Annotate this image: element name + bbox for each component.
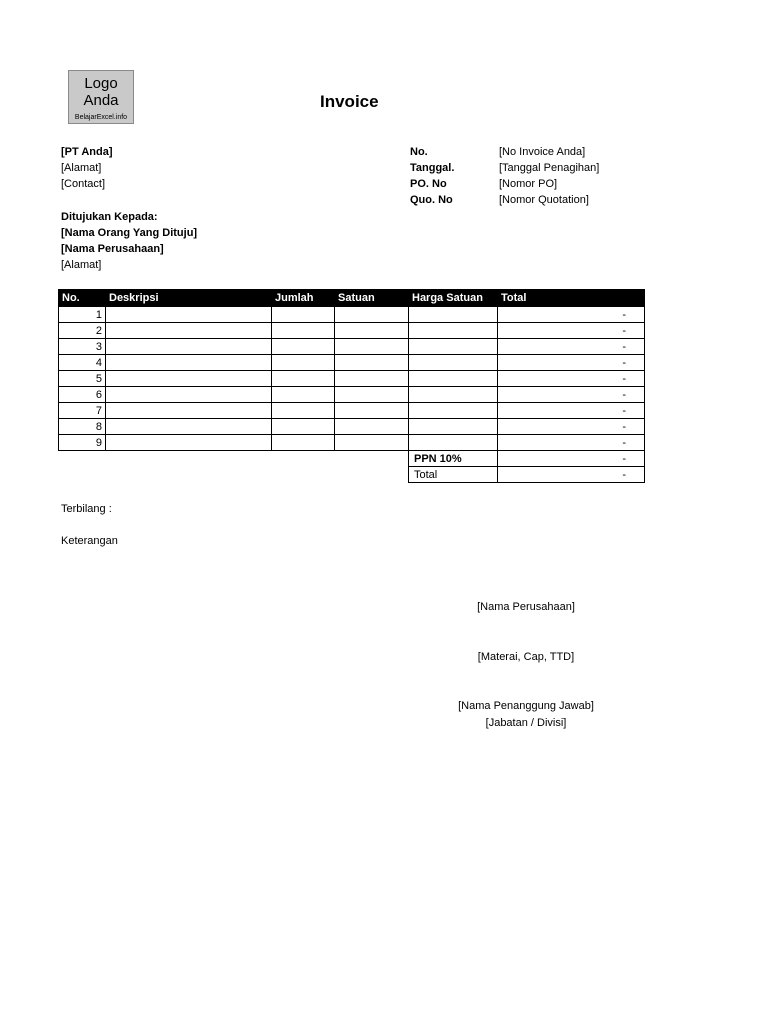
unit-cell[interactable]: [335, 339, 409, 355]
quo-label: Quo. No: [410, 194, 453, 206]
logo-line-2: Anda: [83, 92, 119, 109]
row-total: -: [498, 419, 645, 435]
row-number: 5: [59, 371, 106, 387]
recipient-address: [Alamat]: [61, 259, 102, 271]
row-total: -: [498, 371, 645, 387]
table-row: [59, 323, 645, 339]
total-row: [59, 467, 645, 483]
recipient-heading: Ditujukan Kepada:: [61, 211, 158, 223]
ppn-label: PPN 10%: [409, 451, 498, 467]
invoice-no-value: [No Invoice Anda]: [499, 146, 586, 158]
invoice-title: Invoice: [320, 92, 379, 111]
description-cell[interactable]: [106, 387, 272, 403]
unit-cell[interactable]: [335, 435, 409, 451]
header-unit: Satuan: [335, 290, 409, 307]
unit-cell[interactable]: [335, 403, 409, 419]
row-total: -: [498, 435, 645, 451]
row-number: 1: [59, 307, 106, 323]
table-row: [59, 419, 645, 435]
unit-cell[interactable]: [335, 371, 409, 387]
quo-value: [Nomor Quotation]: [499, 194, 589, 206]
date-value: [Tanggal Penagihan]: [499, 162, 600, 174]
table-header-row: [59, 290, 645, 307]
row-number: 6: [59, 387, 106, 403]
signature-position: [Jabatan / Divisi]: [485, 717, 567, 729]
unit-price-cell[interactable]: [409, 339, 498, 355]
logo-line-3: BelajarExcel.info: [74, 114, 128, 121]
header-total: Total: [498, 290, 645, 307]
table-row: [59, 339, 645, 355]
table-row: [59, 387, 645, 403]
quantity-cell[interactable]: [272, 387, 335, 403]
signature-stamp: [Materai, Cap, TTD]: [477, 651, 575, 663]
unit-cell[interactable]: [335, 355, 409, 371]
description-cell[interactable]: [106, 307, 272, 323]
invoice-no-label: No.: [410, 146, 428, 158]
recipient-name: [Nama Orang Yang Dituju]: [61, 227, 198, 239]
description-cell[interactable]: [106, 435, 272, 451]
header-description: Deskripsi: [106, 290, 272, 307]
unit-price-cell[interactable]: [409, 307, 498, 323]
description-cell[interactable]: [106, 403, 272, 419]
terbilang-label: Terbilang :: [61, 503, 112, 515]
table-row: [59, 355, 645, 371]
unit-price-cell[interactable]: [409, 323, 498, 339]
sender-address: [Alamat]: [61, 162, 102, 174]
recipient-company: [Nama Perusahaan]: [61, 243, 164, 255]
unit-cell[interactable]: [335, 387, 409, 403]
header-no: No.: [59, 290, 106, 307]
unit-price-cell[interactable]: [409, 371, 498, 387]
po-value: [Nomor PO]: [499, 178, 558, 190]
description-cell[interactable]: [106, 339, 272, 355]
po-label: PO. No: [410, 178, 447, 190]
row-number: 3: [59, 339, 106, 355]
unit-price-cell[interactable]: [409, 435, 498, 451]
row-number: 7: [59, 403, 106, 419]
table-row: [59, 307, 645, 323]
row-total: -: [498, 403, 645, 419]
quantity-cell[interactable]: [272, 419, 335, 435]
unit-cell[interactable]: [335, 307, 409, 323]
sender-contact: [Contact]: [61, 178, 106, 190]
quantity-cell[interactable]: [272, 355, 335, 371]
header-quantity: Jumlah: [272, 290, 335, 307]
ppn-row: [59, 451, 645, 467]
table-row: [59, 435, 645, 451]
table-row: [59, 403, 645, 419]
ppn-value: -: [498, 451, 645, 467]
row-number: 8: [59, 419, 106, 435]
unit-price-cell[interactable]: [409, 355, 498, 371]
quantity-cell[interactable]: [272, 371, 335, 387]
quantity-cell[interactable]: [272, 339, 335, 355]
signature-person: [Nama Penanggung Jawab]: [458, 700, 594, 712]
signature-company: [Nama Perusahaan]: [477, 601, 575, 613]
grand-total-value: -: [498, 467, 645, 483]
company-logo: [68, 70, 134, 124]
quantity-cell[interactable]: [272, 307, 335, 323]
date-label: Tanggal.: [410, 162, 455, 174]
table-row: [59, 371, 645, 387]
quantity-cell[interactable]: [272, 403, 335, 419]
row-number: 4: [59, 355, 106, 371]
row-total: -: [498, 339, 645, 355]
unit-price-cell[interactable]: [409, 419, 498, 435]
items-table: [58, 289, 645, 483]
row-number: 9: [59, 435, 106, 451]
description-cell[interactable]: [106, 371, 272, 387]
row-number: 2: [59, 323, 106, 339]
row-total: -: [498, 323, 645, 339]
row-total: -: [498, 355, 645, 371]
row-total: -: [498, 307, 645, 323]
description-cell[interactable]: [106, 323, 272, 339]
unit-cell[interactable]: [335, 419, 409, 435]
header-unit-price: Harga Satuan: [409, 290, 498, 307]
row-total: -: [498, 387, 645, 403]
quantity-cell[interactable]: [272, 323, 335, 339]
sender-company: [PT Anda]: [61, 146, 113, 158]
description-cell[interactable]: [106, 419, 272, 435]
quantity-cell[interactable]: [272, 435, 335, 451]
unit-price-cell[interactable]: [409, 387, 498, 403]
description-cell[interactable]: [106, 355, 272, 371]
unit-price-cell[interactable]: [409, 403, 498, 419]
grand-total-label: Total: [409, 467, 498, 483]
unit-cell[interactable]: [335, 323, 409, 339]
keterangan-label: Keterangan: [61, 535, 118, 547]
logo-line-1: Logo: [84, 75, 118, 92]
